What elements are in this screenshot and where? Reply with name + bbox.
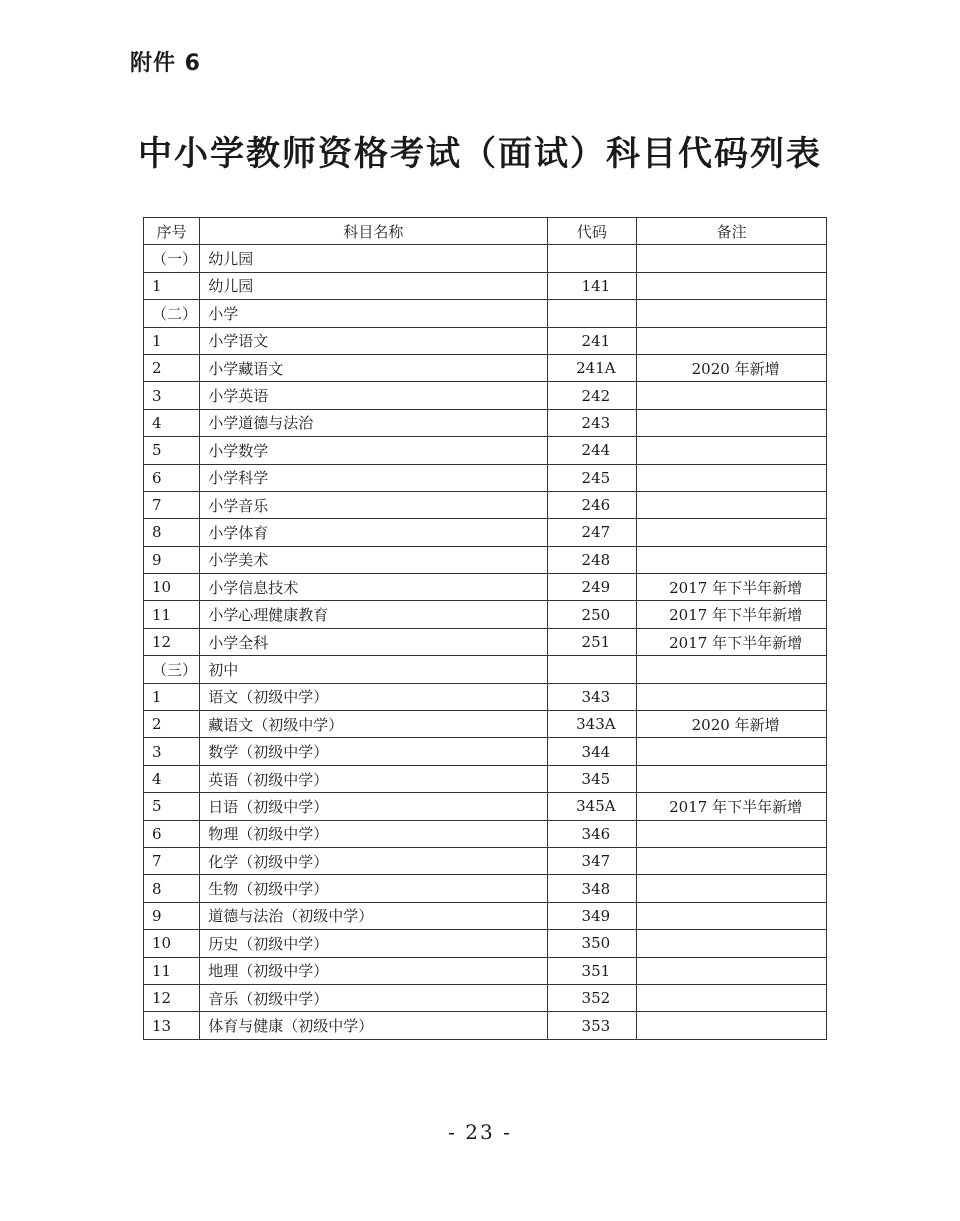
table-row bbox=[144, 464, 827, 491]
cell-name: 历史（初级中学） bbox=[200, 930, 547, 957]
cell-seq: 10 bbox=[144, 930, 200, 957]
cell-seq: 9 bbox=[144, 546, 200, 573]
cell-seq: 5 bbox=[144, 437, 200, 464]
table-row bbox=[144, 765, 827, 792]
cell-note bbox=[637, 957, 827, 984]
cell-note bbox=[637, 300, 827, 327]
cell-seq: 2 bbox=[144, 711, 200, 738]
cell-code bbox=[547, 300, 637, 327]
cell-name: 语文（初级中学） bbox=[200, 683, 547, 710]
table-row bbox=[144, 793, 827, 820]
table-body bbox=[144, 245, 827, 1039]
attachment-label: 附件 6 bbox=[130, 51, 201, 76]
cell-seq: 12 bbox=[144, 628, 200, 655]
cell-code: 249 bbox=[547, 574, 637, 601]
page-title: 中小学教师资格考试（面试）科目代码列表 bbox=[138, 134, 822, 174]
cell-seq: （一） bbox=[144, 245, 200, 272]
table-row bbox=[144, 1012, 827, 1039]
cell-code: 348 bbox=[547, 875, 637, 902]
cell-note bbox=[637, 820, 827, 847]
cell-seq: 4 bbox=[144, 765, 200, 792]
cell-code: 251 bbox=[547, 628, 637, 655]
table-row bbox=[144, 300, 827, 327]
cell-seq: 8 bbox=[144, 875, 200, 902]
cell-code: 353 bbox=[547, 1012, 637, 1039]
cell-name: 生物（初级中学） bbox=[200, 875, 547, 902]
cell-note: 2017 年下半年新增 bbox=[637, 601, 827, 628]
cell-code: 346 bbox=[547, 820, 637, 847]
cell-note bbox=[637, 902, 827, 929]
cell-note: 2017 年下半年新增 bbox=[637, 628, 827, 655]
cell-name: 幼儿园 bbox=[200, 245, 547, 272]
cell-name: 物理（初级中学） bbox=[200, 820, 547, 847]
cell-code: 344 bbox=[547, 738, 637, 765]
table-row bbox=[144, 847, 827, 874]
cell-name: 小学音乐 bbox=[200, 491, 547, 518]
cell-name: 小学科学 bbox=[200, 464, 547, 491]
cell-code: 343A bbox=[547, 711, 637, 738]
cell-note bbox=[637, 272, 827, 299]
table-row bbox=[144, 546, 827, 573]
cell-note bbox=[637, 765, 827, 792]
cell-note bbox=[637, 683, 827, 710]
table-row bbox=[144, 711, 827, 738]
cell-name: 小学美术 bbox=[200, 546, 547, 573]
cell-code: 345 bbox=[547, 765, 637, 792]
cell-code: 250 bbox=[547, 601, 637, 628]
table-row bbox=[144, 957, 827, 984]
cell-seq: （二） bbox=[144, 300, 200, 327]
cell-seq: 10 bbox=[144, 574, 200, 601]
cell-name: 地理（初级中学） bbox=[200, 957, 547, 984]
table-row bbox=[144, 902, 827, 929]
table-row bbox=[144, 628, 827, 655]
page-number: - 23 - bbox=[448, 1120, 512, 1144]
cell-note bbox=[637, 546, 827, 573]
header-note: 备注 bbox=[637, 218, 827, 245]
table-row bbox=[144, 437, 827, 464]
cell-code: 352 bbox=[547, 984, 637, 1011]
cell-note bbox=[637, 437, 827, 464]
header-seq: 序号 bbox=[144, 218, 200, 245]
cell-name: 道德与法治（初级中学） bbox=[200, 902, 547, 929]
cell-code: 245 bbox=[547, 464, 637, 491]
cell-code: 241 bbox=[547, 327, 637, 354]
cell-code: 247 bbox=[547, 519, 637, 546]
cell-name: 小学藏语文 bbox=[200, 354, 547, 381]
cell-note bbox=[637, 847, 827, 874]
cell-note bbox=[637, 245, 827, 272]
cell-seq: 1 bbox=[144, 683, 200, 710]
table-header-row bbox=[144, 218, 827, 245]
cell-name: 小学 bbox=[200, 300, 547, 327]
cell-name: 小学信息技术 bbox=[200, 574, 547, 601]
cell-seq: （三） bbox=[144, 656, 200, 683]
cell-code: 345A bbox=[547, 793, 637, 820]
cell-code: 242 bbox=[547, 382, 637, 409]
cell-name: 体育与健康（初级中学） bbox=[200, 1012, 547, 1039]
cell-seq: 6 bbox=[144, 820, 200, 847]
cell-seq: 11 bbox=[144, 601, 200, 628]
cell-note: 2020 年新增 bbox=[637, 354, 827, 381]
cell-code: 244 bbox=[547, 437, 637, 464]
cell-code: 248 bbox=[547, 546, 637, 573]
cell-name: 音乐（初级中学） bbox=[200, 984, 547, 1011]
cell-note bbox=[637, 656, 827, 683]
table-row bbox=[144, 327, 827, 354]
cell-note bbox=[637, 464, 827, 491]
cell-seq: 12 bbox=[144, 984, 200, 1011]
cell-name: 小学体育 bbox=[200, 519, 547, 546]
cell-seq: 3 bbox=[144, 738, 200, 765]
cell-code: 241A bbox=[547, 354, 637, 381]
cell-note bbox=[637, 1012, 827, 1039]
cell-seq: 1 bbox=[144, 327, 200, 354]
cell-code bbox=[547, 656, 637, 683]
cell-seq: 3 bbox=[144, 382, 200, 409]
cell-note bbox=[637, 519, 827, 546]
header-name: 科目名称 bbox=[200, 218, 547, 245]
cell-seq: 9 bbox=[144, 902, 200, 929]
table-row bbox=[144, 409, 827, 436]
cell-name: 小学全科 bbox=[200, 628, 547, 655]
header-code: 代码 bbox=[547, 218, 637, 245]
table-row bbox=[144, 491, 827, 518]
cell-seq: 4 bbox=[144, 409, 200, 436]
cell-code: 343 bbox=[547, 683, 637, 710]
cell-code: 347 bbox=[547, 847, 637, 874]
cell-code: 351 bbox=[547, 957, 637, 984]
table-row bbox=[144, 875, 827, 902]
cell-note bbox=[637, 409, 827, 436]
cell-seq: 1 bbox=[144, 272, 200, 299]
cell-code: 350 bbox=[547, 930, 637, 957]
cell-note: 2017 年下半年新增 bbox=[637, 793, 827, 820]
table-row bbox=[144, 930, 827, 957]
table-row bbox=[144, 272, 827, 299]
cell-name: 小学心理健康教育 bbox=[200, 601, 547, 628]
table-row bbox=[144, 245, 827, 272]
table-row bbox=[144, 354, 827, 381]
cell-code: 349 bbox=[547, 902, 637, 929]
table-row bbox=[144, 820, 827, 847]
cell-note bbox=[637, 491, 827, 518]
cell-code bbox=[547, 245, 637, 272]
cell-name: 小学语文 bbox=[200, 327, 547, 354]
cell-name: 化学（初级中学） bbox=[200, 847, 547, 874]
cell-name: 初中 bbox=[200, 656, 547, 683]
table-row bbox=[144, 574, 827, 601]
cell-code: 243 bbox=[547, 409, 637, 436]
cell-seq: 11 bbox=[144, 957, 200, 984]
cell-name: 幼儿园 bbox=[200, 272, 547, 299]
cell-note bbox=[637, 930, 827, 957]
cell-note bbox=[637, 382, 827, 409]
cell-seq: 8 bbox=[144, 519, 200, 546]
cell-note bbox=[637, 738, 827, 765]
cell-name: 小学数学 bbox=[200, 437, 547, 464]
table-row bbox=[144, 519, 827, 546]
cell-note: 2017 年下半年新增 bbox=[637, 574, 827, 601]
cell-seq: 6 bbox=[144, 464, 200, 491]
table-row bbox=[144, 382, 827, 409]
table-row bbox=[144, 738, 827, 765]
cell-seq: 7 bbox=[144, 491, 200, 518]
cell-name: 数学（初级中学） bbox=[200, 738, 547, 765]
cell-code: 246 bbox=[547, 491, 637, 518]
table-row bbox=[144, 601, 827, 628]
subject-code-table bbox=[143, 217, 827, 1040]
table-row bbox=[144, 984, 827, 1011]
table-row bbox=[144, 656, 827, 683]
cell-name: 藏语文（初级中学） bbox=[200, 711, 547, 738]
cell-seq: 5 bbox=[144, 793, 200, 820]
cell-seq: 7 bbox=[144, 847, 200, 874]
cell-note bbox=[637, 875, 827, 902]
cell-note bbox=[637, 327, 827, 354]
table-row bbox=[144, 683, 827, 710]
cell-seq: 2 bbox=[144, 354, 200, 381]
cell-name: 日语（初级中学） bbox=[200, 793, 547, 820]
cell-name: 小学英语 bbox=[200, 382, 547, 409]
cell-note: 2020 年新增 bbox=[637, 711, 827, 738]
cell-note bbox=[637, 984, 827, 1011]
cell-seq: 13 bbox=[144, 1012, 200, 1039]
cell-code: 141 bbox=[547, 272, 637, 299]
cell-name: 英语（初级中学） bbox=[200, 765, 547, 792]
cell-name: 小学道德与法治 bbox=[200, 409, 547, 436]
